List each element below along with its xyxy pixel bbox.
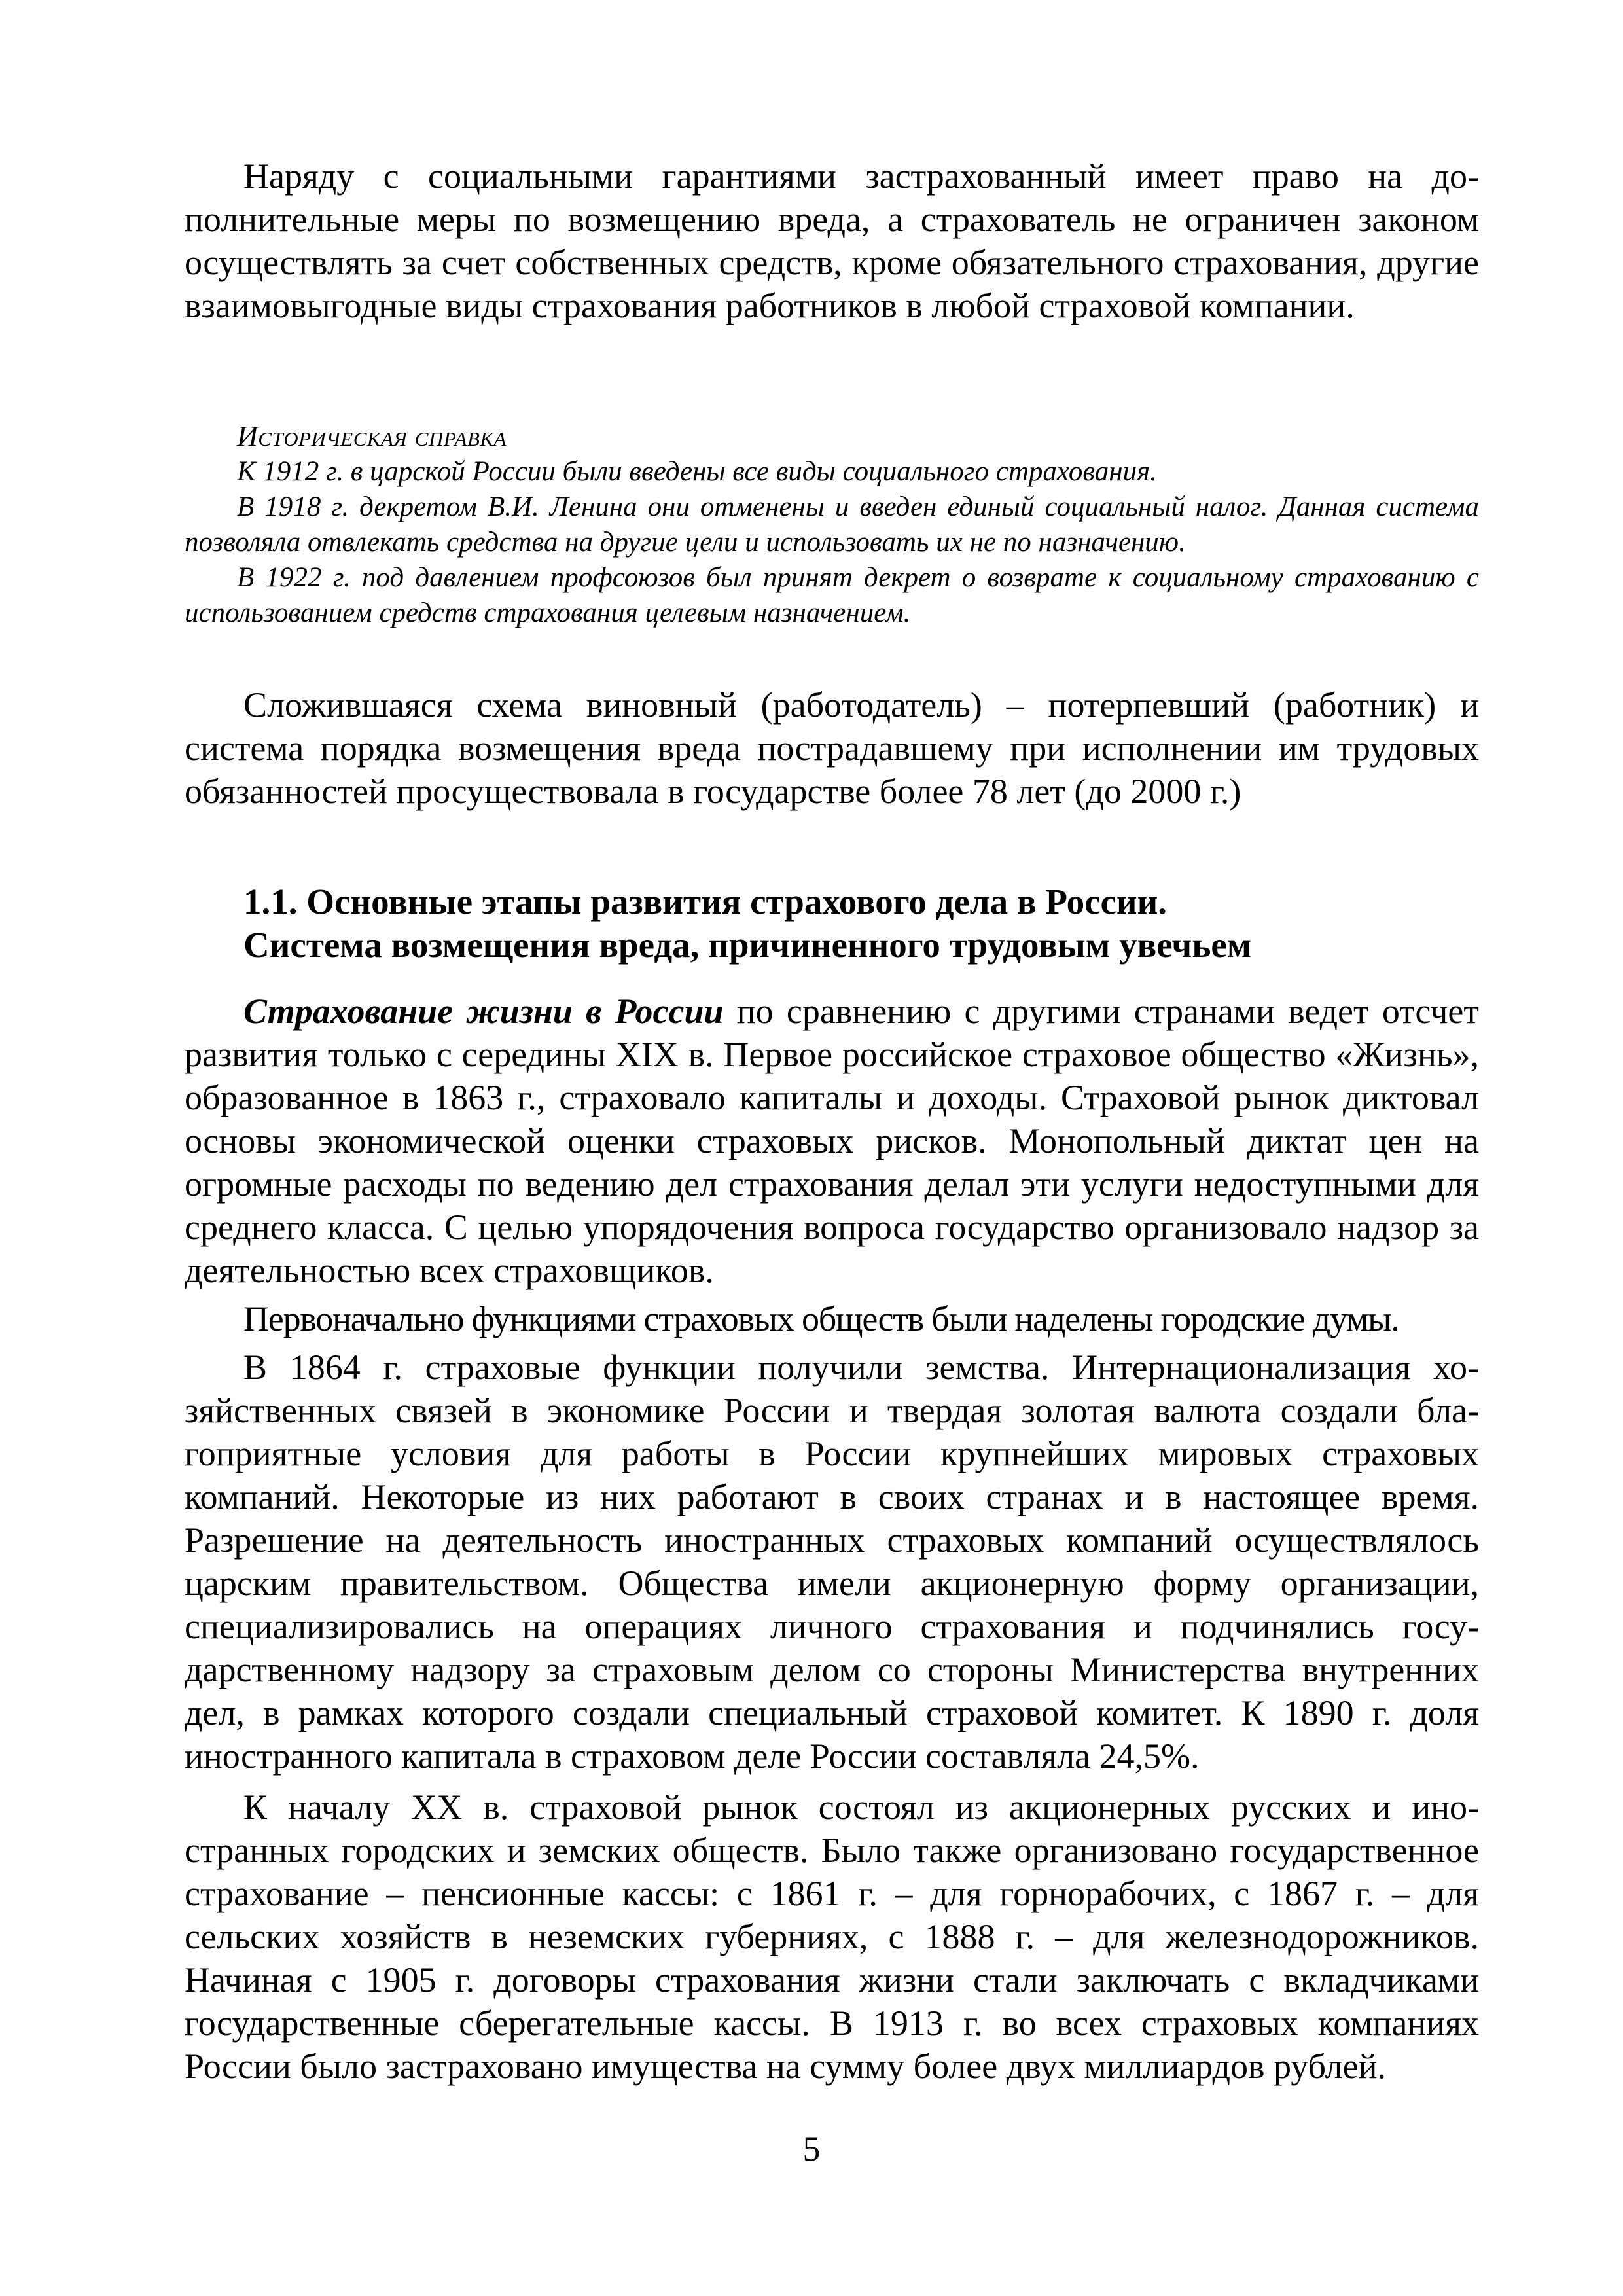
historical-note-line: В 1918 г. декретом В.И. Ленина они отменены и введен единый социальный налог. Данная система позволяла отвлекать средства на другие цели и использовать их не по назначению. bbox=[185, 492, 1479, 558]
historical-note-line: К 1912 г. в царской России были введены все виды социального страхования. bbox=[237, 456, 1157, 487]
paragraph-text: по сравнению с другими странами ведет отсчет развития только с середины XIX в. Первое российское страховое общество «Жизнь», образованное в 1863 г., страховало капиталы и доходы. Страховой рынок диктовал основы экономической оценки страховых рисков. Монопольный диктат цен на огромные расходы по ведению дел страхования делал эти услуги недоступными для среднего класса. С целью упорядочения вопроса государство организовало надзор за деятельностью всех страховщиков. bbox=[185, 992, 1479, 1290]
section-title bbox=[243, 880, 1479, 967]
body-paragraph bbox=[185, 990, 1479, 1292]
body-paragraph: К началу XX в. страховой рынок состоял из акционерных русских и иностранных городских и земских обществ. Было также организовано государственное страхование – пенсионные кассы: с 1861 г. – для горнорабочих, с 1867 г. – для сельских хозяйств в неземских губерниях, с 1888 г. – для железнодорожников. Начиная с 1905 г. договоры страхования жизни стали заключать с вкладчиками государственные сберегательные кассы. В 1913 г. во всех страховых компаниях России было застраховано имущества на сумму более двух миллиардов рублей. bbox=[185, 1787, 1479, 2086]
body-text bbox=[185, 990, 1479, 2088]
body-paragraph: В 1864 г. страховые функции получили земства. Интернационализация хозяйственных связей в экономике России и твердая золотая валюта создали благоприятные условия для работы в России крупнейших мировых страховых компаний. Некоторые из них работают в своих странах и в настоящее время. Разрешение на деятельность иностранных страховых компаний осуществлялось царским правительством. Общества имели акционерную форму организации, специализировались на операциях личного страхования и подчинялись государственному надзору за страховым делом со стороны Министерства внутренних дел, в рамках которого создали специальный страховой комитет. К 1890 г. доля иностранного капитала в страховом деле России составляла 24,5%. bbox=[185, 1348, 1479, 1776]
intro-paragraph: Наряду с социальными гарантиями застрахованный имеет право на дополнительные меры по возмещению вреда, а страхователь не ограничен законом осуществлять за счет собственных средств, кроме обязательного страхования, другие взаимовыгодные виды страхования работников в любой страховой компании. bbox=[185, 156, 1479, 325]
historical-note bbox=[185, 419, 1479, 631]
historical-note-line: В 1922 г. под давлением профсоюзов был принят декрет о возврате к социальному страхованию с использованием средств страхования целевым назначением. bbox=[185, 562, 1479, 628]
page-number: 5 bbox=[802, 2129, 821, 2168]
scheme-paragraph: Сложившаяся схема виновный (работодатель) – потерпевший (работник) и система порядка возмещения вреда пострадавшему при исполнении им трудовых обязанностей просуществовала в государстве более 78 лет (до 2000 г.) bbox=[185, 685, 1479, 811]
intro-block bbox=[185, 154, 1479, 327]
scheme-block bbox=[185, 683, 1479, 813]
historical-note-heading: Историческая справка bbox=[237, 420, 507, 452]
lead-term: Страхование жизни в России bbox=[243, 992, 724, 1031]
body-paragraph: Первоначально функциями страховых обществ были наделены городские думы. bbox=[243, 1299, 1399, 1338]
section-title-line: 1.1. Основные этапы развития страхового дела в России. bbox=[243, 882, 1168, 922]
section-title-line: Система возмещения вреда, причиненного трудовым увечьем bbox=[243, 925, 1252, 965]
